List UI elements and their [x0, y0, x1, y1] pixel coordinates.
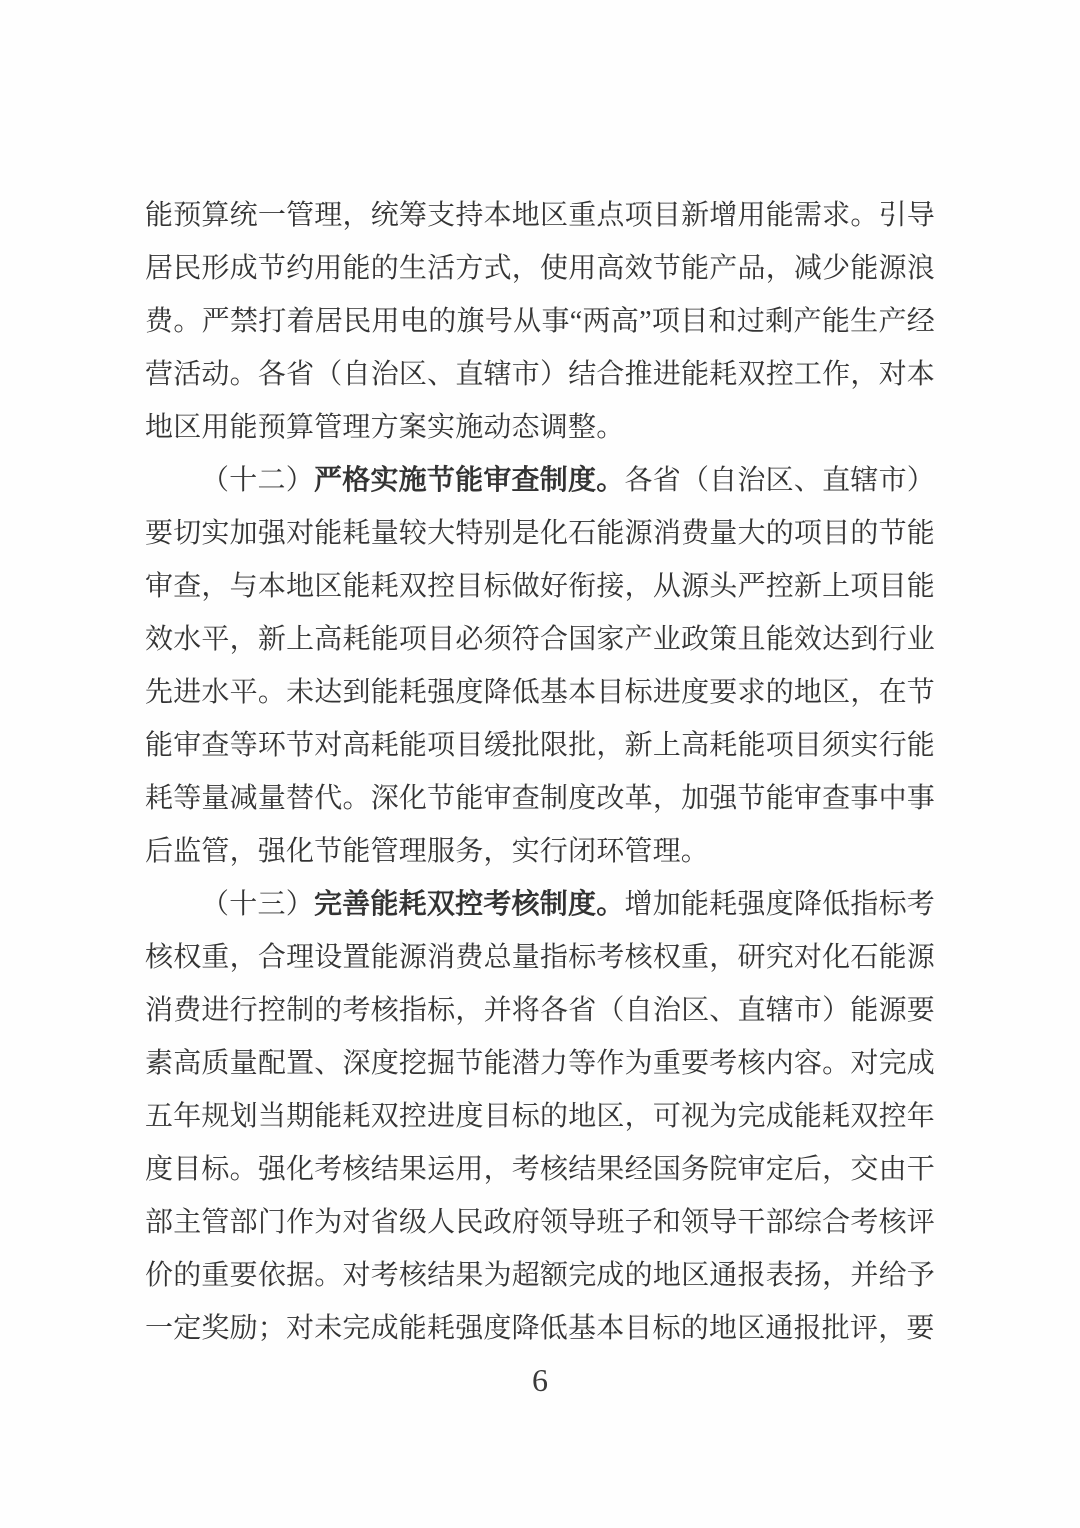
body-text: 能预算统一管理，统筹支持本地区重点项目新增用能需求。引导居民形成节约用能的生活方式，使用高效节能产品，减少能源浪费。严禁打着居民用电的旗号从事“两高”项目和过剩产能生产经营活动。各省（自治区、直辖市）结合推进能耗双控工作，对本地区用能预算管理方案实施动态调整。 — [145, 200, 935, 443]
paragraph — [145, 189, 935, 454]
page-number: 6 — [532, 1362, 548, 1398]
body-text: （十三） — [201, 889, 314, 920]
body-text: 增加能耗强度降低指标考核权重，合理设置能源消费总量指标考核权重，研究对化石能源消费进行控制的考核指标，并将各省（自治区、直辖市）能源要素高质量配置、深度挖掘节能潜力等作为重要考核内容。对完成五年规划当期能耗双控进度目标的地区，可视为完成能耗双控年度目标。强化考核结果运用，考核结果经国务院审定后，交由干部主管部门作为对省级人民政府领导班子和领导干部综合考核评价的重要依据。对考核结果为超额完成的地区通报表扬，并给予一定奖励；对未完成能耗强度降低基本目标的地区通报批评，要 — [145, 889, 935, 1344]
body-text: （十二） — [201, 465, 314, 496]
body-text: 各省（自治区、直辖市）要切实加强对能耗量较大特别是化石能源消费量大的项目的节能审查，与本地区能耗双控目标做好衔接，从源头严控新上项目能效水平，新上高耗能项目必须符合国家产业政策且能效达到行业先进水平。未达到能耗强度降低基本目标进度要求的地区，在节能审查等环节对高耗能项目缓批限批，新上高耗能项目须实行能耗等量减量替代。深化节能审查制度改革，加强节能审查事中事后监管，强化节能管理服务，实行闭环管理。 — [145, 465, 935, 867]
paragraph — [145, 878, 935, 1355]
section-heading: 完善能耗双控考核制度。 — [313, 889, 625, 920]
section-heading: 严格实施节能审查制度。 — [313, 465, 625, 496]
paragraph — [145, 454, 935, 878]
document-body — [145, 189, 935, 1355]
